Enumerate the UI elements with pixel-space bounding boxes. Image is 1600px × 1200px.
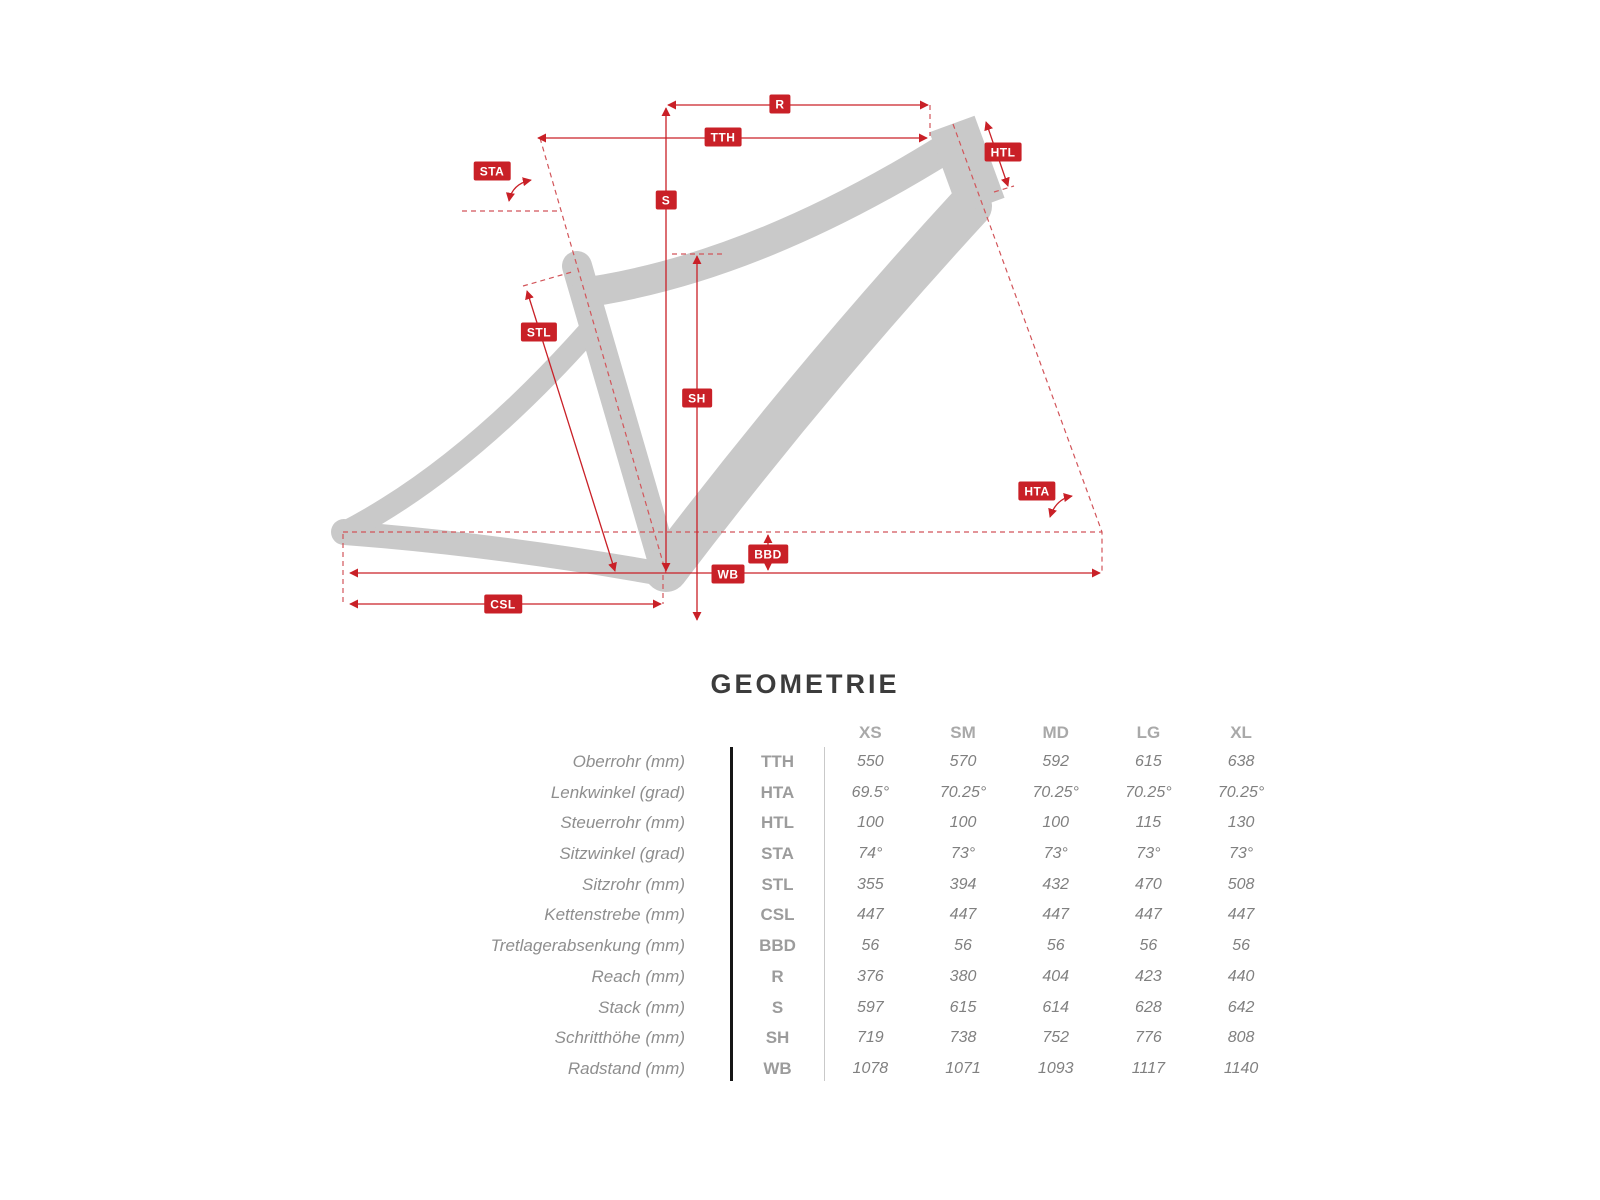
value-lg: 70.25° (1125, 783, 1172, 801)
seat-angle-arc (509, 180, 531, 201)
row-code: SH (765, 1028, 790, 1048)
value-xs: 74° (858, 845, 883, 863)
value-sm: 70.25° (939, 783, 987, 801)
dim-label-s: S (656, 191, 677, 210)
dim-label-hta: HTA (1018, 482, 1055, 501)
value-xl: 130 (1227, 814, 1255, 832)
dim-label-sh: SH (682, 389, 712, 408)
seatstay-tube (345, 332, 588, 532)
value-md: 100 (1042, 814, 1070, 832)
value-xl: 70.25° (1217, 783, 1265, 801)
row-label: Kettenstrebe (mm) (544, 905, 685, 925)
value-lg: 423 (1135, 967, 1162, 985)
value-lg: 56 (1139, 937, 1158, 955)
value-sm: 380 (949, 967, 977, 985)
value-xs: 69.5° (851, 783, 890, 801)
value-md: 70.25° (1032, 783, 1079, 801)
value-xl: 638 (1227, 753, 1255, 770)
table-row-sh (400, 1023, 1300, 1054)
table-row-wb (400, 1054, 1300, 1085)
value-xs: 550 (856, 753, 884, 770)
dim-label-r: R (769, 95, 790, 114)
value-xs: 447 (856, 906, 884, 924)
value-sm: 570 (949, 753, 977, 770)
value-lg: 470 (1135, 875, 1162, 893)
value-lg: 628 (1135, 998, 1162, 1016)
dim-label-tth: TTH (705, 128, 742, 147)
size-header-sm: SM (950, 723, 976, 742)
head-tube (952, 124, 982, 206)
frame-silhouette (331, 124, 982, 574)
size-header-lg: LG (1136, 723, 1161, 742)
value-xl: 1140 (1223, 1059, 1259, 1077)
table-row-tth (400, 747, 1300, 778)
table-title: GEOMETRIE (710, 669, 900, 699)
value-lg: 447 (1135, 906, 1162, 924)
dim-label-sta: STA (474, 162, 511, 181)
dim-label-htl: HTL (985, 143, 1022, 162)
value-md: 592 (1042, 753, 1070, 770)
value-md: 404 (1042, 967, 1070, 985)
value-lg: 615 (1135, 753, 1162, 770)
value-lg: 73° (1136, 845, 1161, 863)
value-lg: 776 (1135, 1029, 1162, 1047)
size-header-md: MD (1042, 723, 1069, 742)
head-angle-arc (1050, 496, 1072, 517)
value-xl: 73° (1228, 845, 1254, 863)
value-xl: 642 (1227, 998, 1255, 1016)
value-sm: 447 (949, 906, 977, 924)
row-code: HTL (760, 813, 795, 833)
dim-label-csl: CSL (484, 595, 522, 614)
value-sm: 56 (954, 937, 972, 955)
dim-label-stl: STL (521, 323, 557, 342)
value-xs: 355 (856, 875, 884, 893)
value-sm: 1071 (945, 1059, 981, 1077)
value-xs: 100 (856, 814, 884, 832)
value-lg: 115 (1135, 814, 1162, 832)
table-row-csl (400, 900, 1300, 931)
row-label: Reach (mm) (591, 966, 685, 986)
row-code: CSL (760, 905, 795, 925)
value-xl: 56 (1232, 937, 1250, 955)
value-sm: 615 (949, 998, 977, 1016)
row-label: Tretlagerabsenkung (mm) (490, 936, 685, 956)
row-label: Sitzwinkel (grad) (559, 844, 685, 864)
geometry-table (400, 719, 1300, 1085)
value-xl: 447 (1227, 906, 1255, 924)
value-md: 1093 (1037, 1059, 1074, 1077)
row-code: WB (763, 1058, 792, 1078)
row-code: BBD (759, 936, 796, 956)
value-md: 752 (1042, 1029, 1070, 1047)
value-xs: 56 (861, 937, 880, 955)
row-label: Radstand (mm) (567, 1058, 685, 1078)
row-code: STL (761, 874, 794, 894)
size-header-xl: XL (1230, 723, 1252, 742)
size-header-xs: XS (859, 723, 882, 742)
table-row-s (400, 993, 1300, 1024)
row-label: Steuerrohr (mm) (560, 813, 685, 833)
row-label: Oberrohr (mm) (572, 752, 685, 771)
table-row-hta (400, 778, 1300, 809)
row-code: R (771, 966, 784, 986)
value-md: 56 (1046, 937, 1065, 955)
row-label: Stack (mm) (598, 997, 685, 1017)
value-md: 614 (1042, 998, 1070, 1016)
value-lg: 1117 (1131, 1059, 1166, 1077)
row-label: Sitzrohr (mm) (582, 874, 685, 894)
row-code: STA (761, 844, 794, 864)
table-row-r (400, 962, 1300, 993)
value-md: 73° (1043, 845, 1068, 863)
dim-label-wb: WB (712, 565, 745, 584)
value-xs: 719 (856, 1029, 884, 1047)
row-code: HTA (760, 782, 795, 802)
dim-label-bbd: BBD (748, 545, 788, 564)
value-sm: 73° (950, 845, 976, 863)
table-row-bbd (400, 931, 1300, 962)
value-md: 432 (1042, 875, 1070, 893)
value-xl: 808 (1227, 1029, 1255, 1047)
value-sm: 738 (949, 1029, 977, 1047)
table-row-htl (400, 808, 1300, 839)
value-sm: 100 (949, 814, 977, 832)
value-xl: 440 (1227, 967, 1255, 985)
row-code: S (771, 997, 784, 1017)
row-label: Lenkwinkel (grad) (550, 782, 685, 802)
value-xs: 1078 (852, 1059, 889, 1077)
table-row-stl (400, 870, 1300, 901)
size-header-row (400, 719, 1300, 747)
row-code: TTH (760, 752, 795, 771)
value-xl: 508 (1227, 875, 1255, 893)
row-label: Schritthöhe (mm) (554, 1028, 685, 1048)
table-row-sta (400, 839, 1300, 870)
value-xs: 597 (856, 998, 884, 1016)
value-md: 447 (1042, 906, 1070, 924)
value-xs: 376 (856, 967, 884, 985)
value-sm: 394 (949, 875, 977, 893)
